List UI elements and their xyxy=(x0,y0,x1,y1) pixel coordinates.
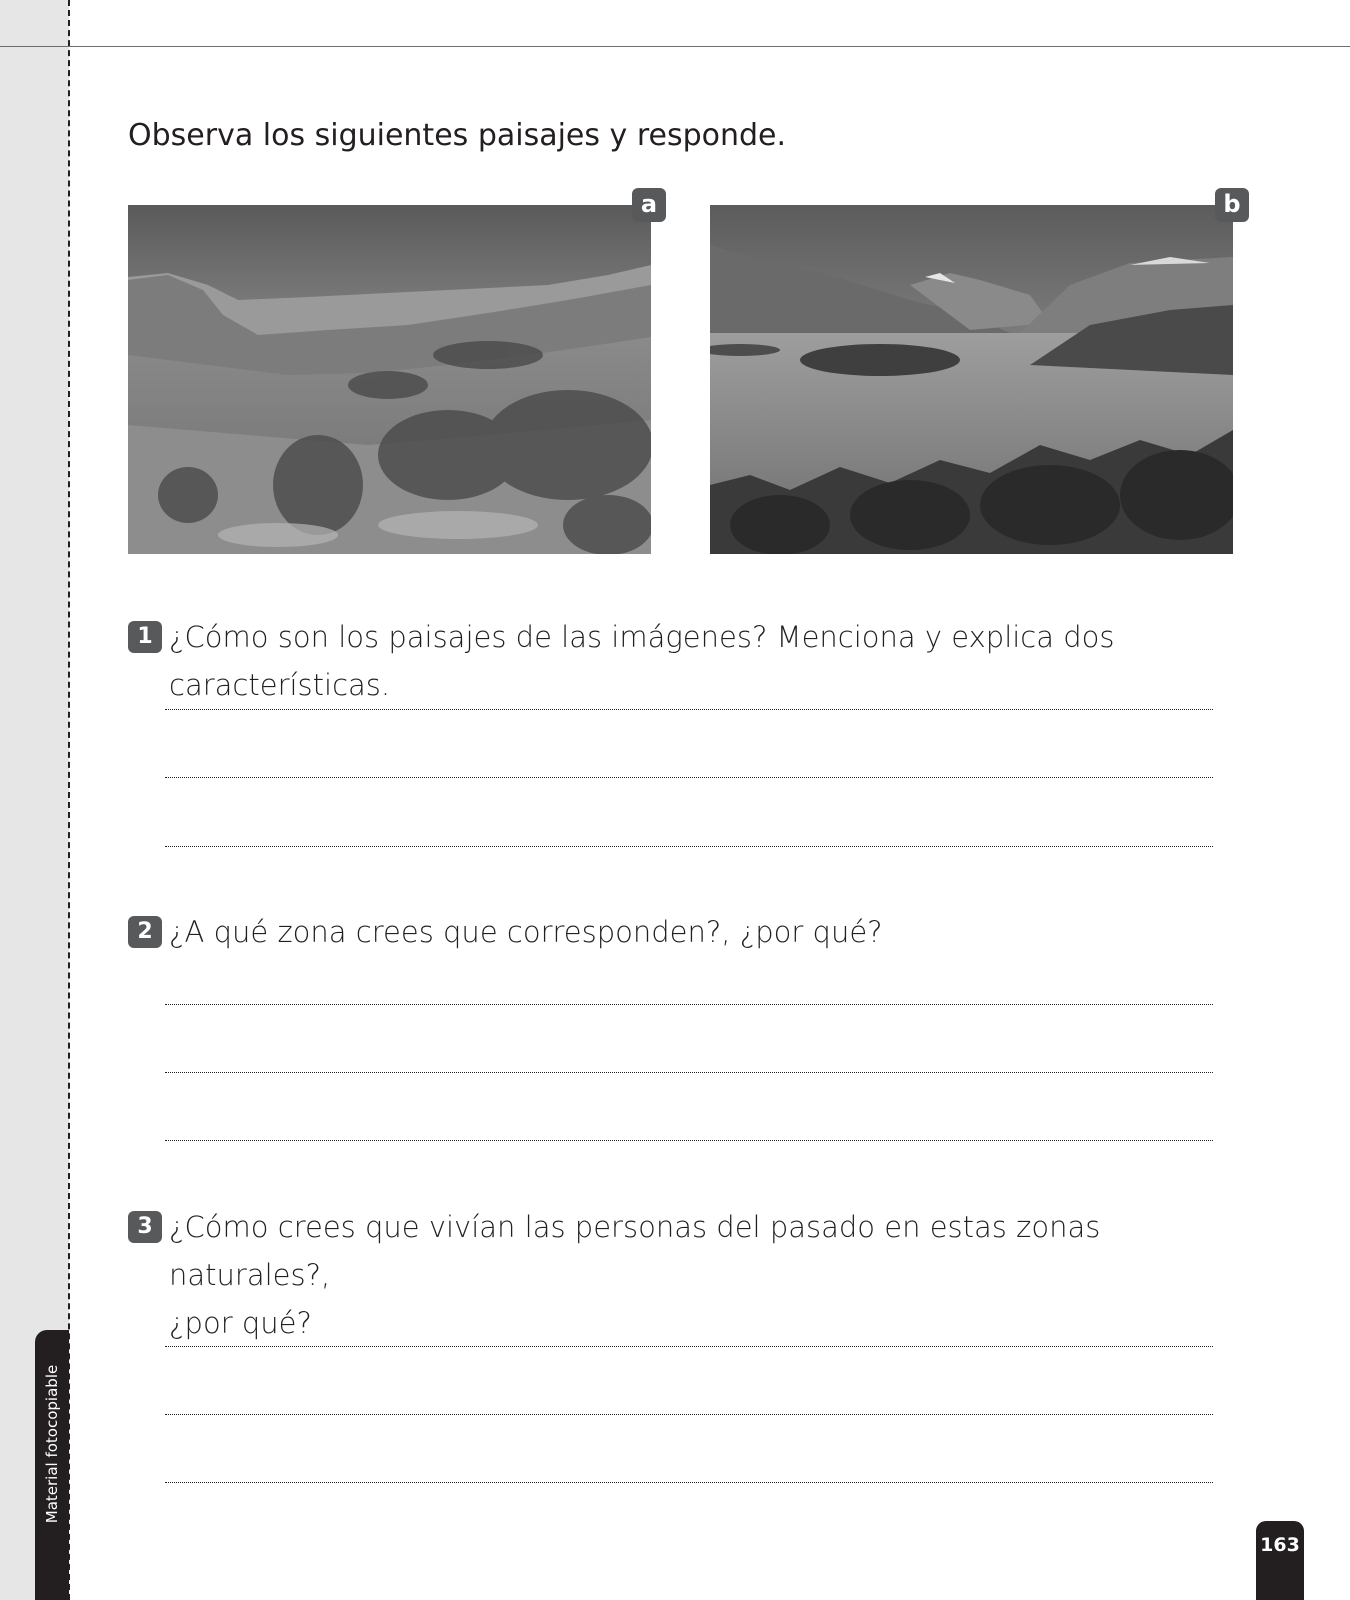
landscape-photo-b xyxy=(710,205,1233,554)
question-3-line-1: ¿Cómo crees que vivían las personas del pasado en estas zonas naturales?, xyxy=(169,1210,1101,1292)
photo-label-a: a xyxy=(632,188,666,222)
landscape-photo-a xyxy=(128,205,651,554)
answer-line-2-2[interactable] xyxy=(165,1072,1213,1073)
page-number: 163 xyxy=(1256,1521,1304,1600)
answer-line-3-2[interactable] xyxy=(165,1414,1213,1415)
answer-line-1-1[interactable] xyxy=(165,709,1213,710)
question-3-text xyxy=(169,1203,1239,1347)
answer-line-3-3[interactable] xyxy=(165,1482,1213,1483)
question-2-text: ¿A qué zona crees que corresponden?, ¿por qué? xyxy=(169,915,883,949)
answer-line-1-2[interactable] xyxy=(165,777,1213,778)
answer-line-3-1[interactable] xyxy=(165,1346,1213,1347)
answer-line-2-1[interactable] xyxy=(165,1004,1213,1005)
question-3-line-2: ¿por qué? xyxy=(169,1306,312,1340)
answer-line-1-3[interactable] xyxy=(165,846,1213,847)
top-rule xyxy=(0,46,1350,47)
question-1-number: 1 xyxy=(128,621,162,653)
instruction-text: Observa los siguientes paisajes y responde. xyxy=(128,118,787,153)
question-2-number: 2 xyxy=(128,916,162,948)
photo-label-b: b xyxy=(1215,188,1249,222)
side-tab-label: Material fotocopiable xyxy=(43,1364,61,1524)
question-3-number: 3 xyxy=(128,1211,162,1243)
answer-line-2-3[interactable] xyxy=(165,1140,1213,1141)
question-1-text: ¿Cómo son los paisajes de las imágenes? Menciona y explica dos características. xyxy=(169,620,1115,702)
